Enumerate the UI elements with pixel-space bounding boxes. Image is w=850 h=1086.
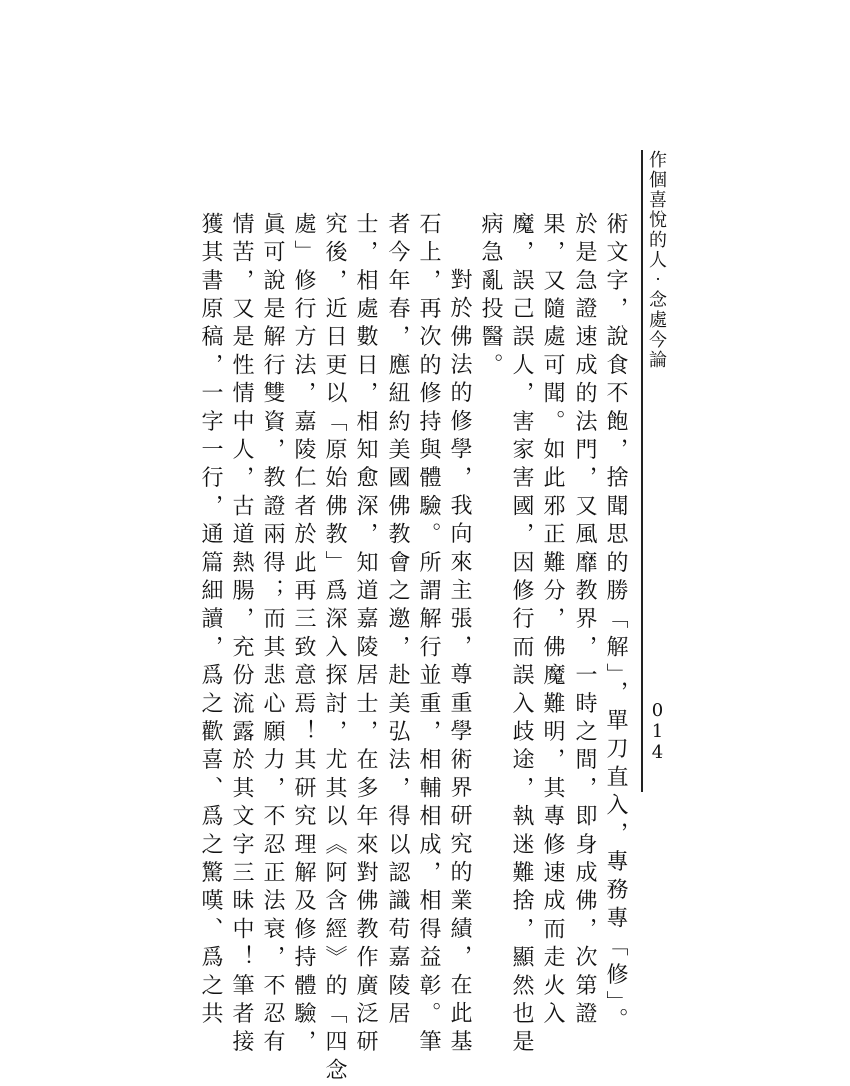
- text-column: 魔，誤己誤人，害家害國，因修行而誤入歧途，執迷難捨，顯然也是: [509, 212, 534, 1058]
- text-column: 對於佛法的修學，我向來主張，尊重學術界研究的業績，在此基: [447, 268, 472, 1058]
- text-column: 果，又隨處可聞。如此邪正難分，佛魔難明，其專修速成而走火入: [540, 212, 565, 1030]
- text-column: 眞可說是解行雙資，教證兩得；而其悲心願力，不忍正法衰，不忍有: [260, 212, 285, 1058]
- text-column: 術文字，說食不飽，捨聞思的勝「解」，單刀直入，專務專「修」。: [603, 212, 628, 1036]
- page-number: 014: [647, 700, 668, 763]
- text-column: 處」修行方法，嘉陵仁者於此再三致意焉！其研究理解及修持體驗，: [291, 212, 316, 1058]
- text-column: 究後，近日更以「原始佛教」爲深入探討，尤其以《阿含經》的「四念: [322, 212, 347, 1086]
- text-column: 病急亂投醫。: [478, 212, 503, 382]
- text-column: 於是急證速成的法門，又風靡教界，一時之間，即身成佛，次第證: [572, 212, 597, 1030]
- running-title: 作個喜悅的人‧念處今論: [646, 150, 667, 370]
- text-column: 者今年春，應紐約美國佛教會之邀，赴美弘法，得以認識苟嘉陵居: [385, 212, 410, 1030]
- text-column: 獲其書原稿，一字一行，通篇細讀，爲之歡喜、爲之驚嘆、爲之共: [198, 212, 223, 1030]
- text-column: 情苦，又是性情中人，古道熱腸，充份流露於其文字三昧中！筆者接: [229, 212, 254, 1058]
- header-rule: [641, 150, 643, 792]
- text-column: 石上，再次的修持與體驗。所謂解行並重，相輔相成，相得益彰。筆: [416, 212, 441, 1058]
- text-column: 士，相處數日，相知愈深，知道嘉陵居士，在多年來對佛教作廣泛研: [353, 212, 378, 1058]
